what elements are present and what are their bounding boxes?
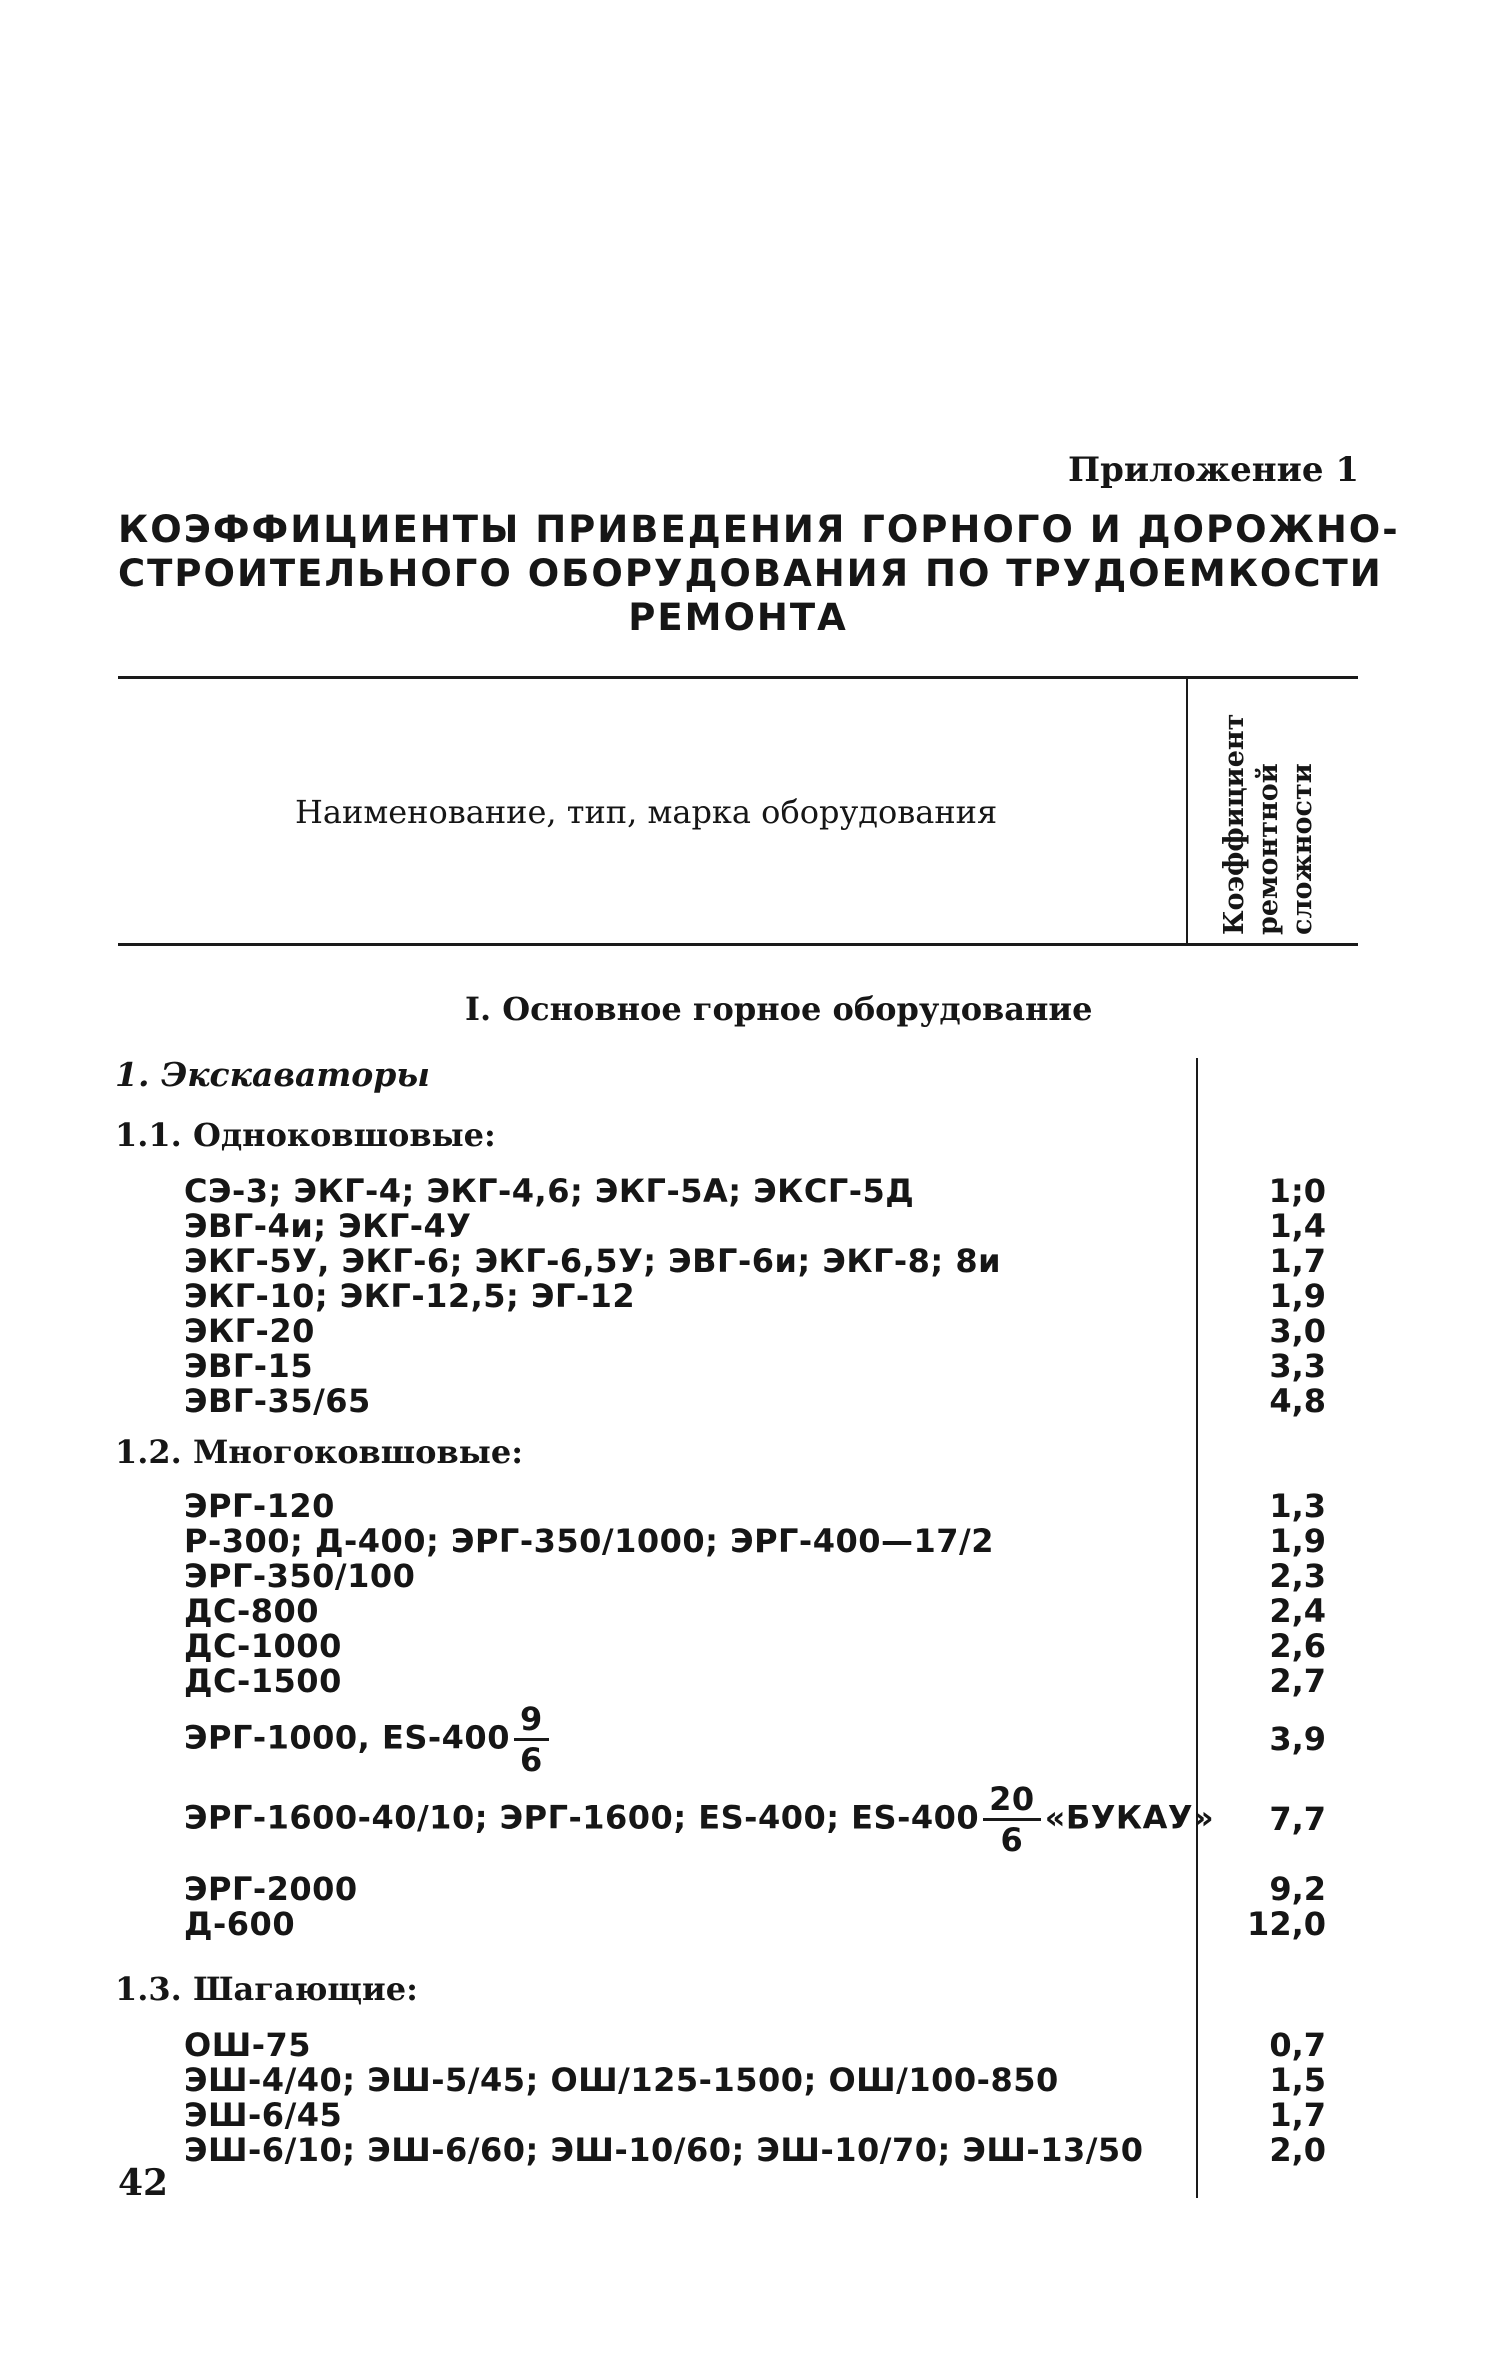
table-row-name: ЭШ-4/40; ЭШ-5/45; ОШ/125-1500; ОШ/100-850: [184, 2061, 1059, 2099]
table-row-name: ЭКГ-10; ЭКГ-12,5; ЭГ-12: [184, 1277, 636, 1315]
coef-header-line-3: сложности: [1287, 763, 1318, 935]
table-row-value: 1,9: [1269, 1277, 1326, 1315]
fraction-numerator: 9: [514, 1700, 549, 1741]
table-row-value: 2,3: [1269, 1557, 1326, 1595]
table-row-value: 1,4: [1269, 1207, 1326, 1245]
title-line-1: КОЭФФИЦИЕНТЫ ПРИВЕДЕНИЯ ГОРНОГО И ДОРОЖНО-: [118, 508, 1400, 551]
appendix-label: Приложение 1: [1068, 450, 1359, 490]
header-column-divider: [1186, 678, 1188, 943]
table-row-name: ЭВГ-15: [184, 1347, 314, 1385]
coef-header-line-2: ремонтной: [1253, 763, 1284, 935]
table-row-value: 1;0: [1268, 1172, 1326, 1210]
row-name-suffix: «БУКАУ»: [1044, 1798, 1215, 1837]
column-header-name: Наименование, тип, марка оборудования: [295, 793, 998, 831]
table-row-name: [184, 1700, 553, 1779]
table-row-value: 1,7: [1269, 2096, 1326, 2134]
table-row-value: 1,5: [1269, 2061, 1326, 2099]
table-row-name: ДС-800: [184, 1592, 320, 1630]
table-row-name: ЭРГ-120: [184, 1487, 335, 1525]
row-name-prefix: ЭРГ-1000, ES-400: [184, 1718, 510, 1757]
table-row-name: [184, 1780, 1214, 1859]
fraction: [514, 1700, 549, 1779]
table-row-name: ЭКГ-20: [184, 1312, 315, 1350]
table-row-value: 3,9: [1269, 1720, 1326, 1758]
table-row-value: 0,7: [1269, 2026, 1326, 2064]
table-row-value: 4,8: [1269, 1382, 1326, 1420]
fraction-denominator: 6: [1000, 1821, 1024, 1859]
table-row-value: 7,7: [1269, 1800, 1326, 1838]
table-row-name: ОШ-75: [184, 2026, 312, 2064]
table-row-value: 3,0: [1269, 1312, 1326, 1350]
table-row-value: 1,7: [1269, 1242, 1326, 1280]
body-column-divider: [1196, 1058, 1198, 2198]
page-number: 42: [118, 2162, 169, 2204]
table-row-name: ДС-1000: [184, 1627, 342, 1665]
table-row-name: ЭВГ-35/65: [184, 1382, 371, 1420]
table-row-name: Д-600: [184, 1905, 296, 1943]
table-row-value: 9,2: [1269, 1870, 1326, 1908]
subgroup-label: 1.2. Многоковшовые:: [115, 1433, 523, 1471]
table-row-name: ЭШ-6/45: [184, 2096, 343, 2134]
subgroup-label: 1.1. Одноковшовые:: [115, 1116, 496, 1154]
title-line-2: СТРОИТЕЛЬНОГО ОБОРУДОВАНИЯ ПО ТРУДОЕМКОСТИ: [118, 552, 1383, 595]
subgroup-label: 1.3. Шагающие:: [115, 1970, 418, 2008]
fraction: [983, 1780, 1041, 1859]
table-row-name: ЭРГ-350/100: [184, 1557, 416, 1595]
table-row-name: ЭШ-6/10; ЭШ-6/60; ЭШ-10/60; ЭШ-10/70; ЭШ-13/50: [184, 2131, 1144, 2169]
table-row-name: ЭВГ-4и; ЭКГ-4У: [184, 1207, 472, 1245]
table-row-name: ДС-1500: [184, 1662, 342, 1700]
table-row-name: ЭКГ-5У, ЭКГ-6; ЭКГ-6,5У; ЭВГ-6и; ЭКГ-8; 8и: [184, 1242, 1002, 1280]
table-top-rule: [118, 676, 1358, 679]
table-row-value: 2,7: [1269, 1662, 1326, 1700]
group-title: 1. Экскаваторы: [115, 1055, 430, 1094]
column-header-coefficient: [1218, 695, 1338, 935]
header-bottom-rule: [118, 943, 1358, 946]
table-row-name: Р-300; Д-400; ЭРГ-350/1000; ЭРГ-400—17/2: [184, 1522, 994, 1560]
table-row-value: 2,0: [1269, 2131, 1326, 2169]
table-row-value: 12,0: [1247, 1905, 1326, 1943]
section-title: I. Основное горное оборудование: [465, 990, 1093, 1028]
table-row-value: 1,3: [1269, 1487, 1326, 1525]
table-row-name: ЭРГ-2000: [184, 1870, 358, 1908]
fraction-denominator: 6: [519, 1741, 543, 1779]
coef-header-line-1: Коэффициент: [1219, 713, 1250, 935]
row-name-prefix: ЭРГ-1600-40/10; ЭРГ-1600; ES-400; ES-400: [184, 1798, 980, 1837]
table-row-value: 2,6: [1269, 1627, 1326, 1665]
table-row-name: СЭ-3; ЭКГ-4; ЭКГ-4,6; ЭКГ-5А; ЭКСГ-5Д: [184, 1172, 915, 1210]
title-line-3: РЕМОНТА: [628, 596, 848, 639]
table-row-value: 3,3: [1269, 1347, 1326, 1385]
fraction-numerator: 20: [983, 1780, 1041, 1821]
table-row-value: 1,9: [1269, 1522, 1326, 1560]
table-row-value: 2,4: [1269, 1592, 1326, 1630]
